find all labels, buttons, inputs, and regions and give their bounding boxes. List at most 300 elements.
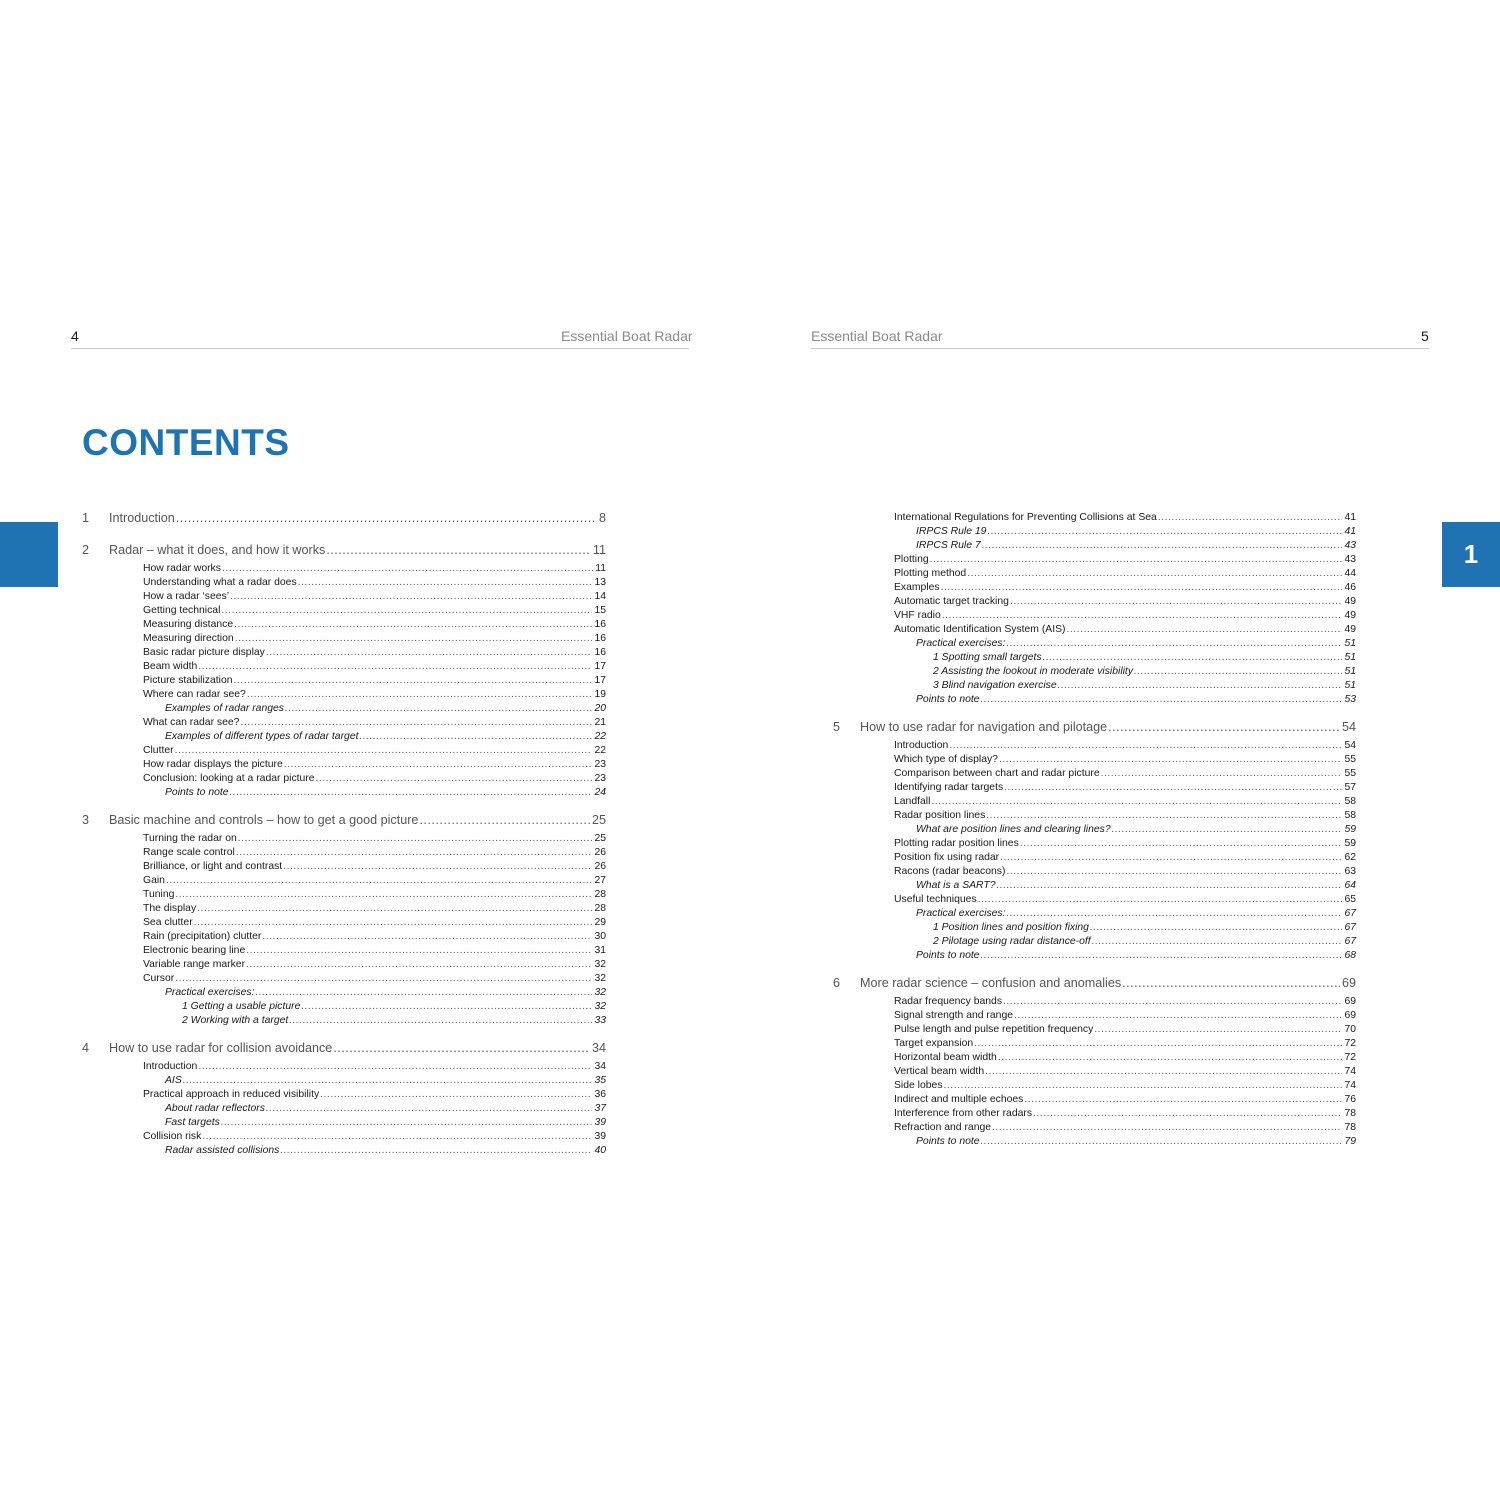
toc-entry-label: International Regulations for Preventing Collisions at Sea xyxy=(894,512,1157,523)
toc-entry xyxy=(82,758,606,772)
toc-leader-dots xyxy=(1094,1023,1342,1037)
right-toc xyxy=(833,511,1356,1149)
toc-page-number: 54 xyxy=(1344,740,1356,751)
toc-entry xyxy=(833,623,1356,637)
toc-leader-dots xyxy=(198,660,592,674)
toc-entry-label: Measuring direction xyxy=(143,633,234,644)
toc-entry-label: 2 Assisting the lookout in moderate visibility xyxy=(933,666,1134,677)
toc-entry-label: IRPCS Rule 19 xyxy=(916,526,987,537)
toc-leader-dots xyxy=(333,1036,590,1060)
toc-entry-label: Understanding what a radar does xyxy=(143,577,297,588)
toc-entry xyxy=(833,539,1356,553)
toc-entry xyxy=(833,1079,1356,1093)
toc-chapter-number: 1 xyxy=(82,511,90,525)
toc-page-number: 44 xyxy=(1344,568,1356,579)
toc-leader-dots xyxy=(1158,511,1343,525)
toc-chapter-entry xyxy=(82,808,606,832)
toc-leader-dots xyxy=(1033,1107,1342,1121)
toc-entry-label: Picture stabilization xyxy=(143,675,233,686)
toc-leader-dots xyxy=(998,1051,1343,1065)
left-header-rule xyxy=(71,348,689,349)
toc-leader-dots xyxy=(175,744,593,758)
toc-entry xyxy=(833,1093,1356,1107)
toc-leader-dots xyxy=(1067,623,1343,637)
toc-leader-dots xyxy=(183,1074,593,1088)
toc-page-number: 74 xyxy=(1344,1066,1356,1077)
toc-entry xyxy=(82,1116,606,1130)
toc-page-number: 21 xyxy=(594,717,606,728)
toc-entry-label: VHF radio xyxy=(894,610,941,621)
toc-page-number: 29 xyxy=(594,917,606,928)
toc-page-number: 51 xyxy=(1344,666,1356,677)
toc-entry-label: The display xyxy=(143,903,197,914)
toc-entry xyxy=(82,772,606,786)
toc-page-number: 67 xyxy=(1344,922,1356,933)
toc-entry xyxy=(833,879,1356,893)
toc-page-number: 31 xyxy=(594,945,606,956)
toc-page-number: 69 xyxy=(1344,1010,1356,1021)
toc-entry xyxy=(833,553,1356,567)
toc-leader-dots xyxy=(1000,851,1342,865)
toc-entry-label: Cursor xyxy=(143,973,175,984)
toc-entry-label: More radar science – confusion and anomalies xyxy=(860,976,1122,990)
toc-entry xyxy=(833,781,1356,795)
left-toc xyxy=(82,506,606,1158)
toc-page-number: 62 xyxy=(1344,852,1356,863)
toc-entry-label: Points to note xyxy=(165,787,229,798)
toc-page-number: 51 xyxy=(1344,680,1356,691)
toc-entry xyxy=(82,702,606,716)
toc-entry xyxy=(82,1074,606,1088)
toc-page-number: 65 xyxy=(1344,894,1356,905)
toc-page-number: 57 xyxy=(1344,782,1356,793)
toc-leader-dots xyxy=(1101,767,1343,781)
toc-leader-dots xyxy=(986,809,1342,823)
toc-entry-label: Pulse length and pulse repetition frequency xyxy=(894,1024,1094,1035)
toc-entry-label: Automatic Identification System (AIS) xyxy=(894,624,1066,635)
toc-page-number: 43 xyxy=(1344,554,1356,565)
toc-page-number: 41 xyxy=(1344,526,1356,537)
toc-page-number: 51 xyxy=(1344,638,1356,649)
left-running-head: Essential Boat Radar xyxy=(561,328,693,344)
toc-leader-dots xyxy=(175,888,592,902)
toc-entry-label: Measuring distance xyxy=(143,619,234,630)
toc-entry-label: Conclusion: looking at a radar picture xyxy=(143,773,315,784)
chapter-tab-number: 1 xyxy=(1463,539,1479,569)
toc-page-number: 76 xyxy=(1344,1094,1356,1105)
toc-leader-dots xyxy=(992,1121,1342,1135)
toc-entry xyxy=(833,581,1356,595)
toc-leader-dots xyxy=(997,879,1343,893)
toc-page-number: 49 xyxy=(1344,610,1356,621)
toc-entry xyxy=(82,1102,606,1116)
toc-entry xyxy=(82,874,606,888)
toc-entry xyxy=(833,679,1356,693)
toc-leader-dots xyxy=(194,916,593,930)
toc-entry-label: Gain xyxy=(143,875,165,886)
toc-page-number: 15 xyxy=(594,605,606,616)
toc-entry-label: Radar frequency bands xyxy=(894,996,1003,1007)
toc-entry-label: Comparison between chart and radar picture xyxy=(894,768,1100,779)
toc-entry-label: Vertical beam width xyxy=(894,1066,985,1077)
toc-entry xyxy=(833,935,1356,949)
toc-entry xyxy=(82,562,606,576)
toc-page-number: 55 xyxy=(1344,754,1356,765)
toc-page-number: 40 xyxy=(594,1145,606,1156)
toc-leader-dots xyxy=(166,874,592,888)
toc-leader-dots xyxy=(1007,907,1343,921)
toc-entry-label: Plotting radar position lines xyxy=(894,838,1019,849)
toc-leader-dots xyxy=(1058,679,1343,693)
toc-leader-dots xyxy=(202,1130,592,1144)
toc-page-number: 55 xyxy=(1344,768,1356,779)
toc-leader-dots xyxy=(942,609,1343,623)
toc-chapter-entry xyxy=(82,506,606,530)
toc-entry xyxy=(833,651,1356,665)
toc-entry xyxy=(833,1135,1356,1149)
toc-entry-label: About radar reflectors xyxy=(165,1103,265,1114)
toc-entry xyxy=(82,1130,606,1144)
toc-entry xyxy=(833,851,1356,865)
toc-leader-dots xyxy=(198,1060,592,1074)
toc-leader-dots xyxy=(238,832,593,846)
toc-leader-dots xyxy=(256,986,593,1000)
toc-leader-dots xyxy=(284,758,593,772)
toc-leader-dots xyxy=(320,1088,592,1102)
toc-leader-dots xyxy=(235,632,593,646)
toc-leader-dots xyxy=(1122,971,1340,995)
toc-leader-dots xyxy=(1090,921,1342,935)
toc-entry-label: Racons (radar beacons) xyxy=(894,866,1006,877)
toc-entry xyxy=(833,1037,1356,1051)
toc-entry xyxy=(833,907,1356,921)
toc-page-number: 27 xyxy=(594,875,606,886)
toc-leader-dots xyxy=(280,1144,592,1158)
toc-entry-label: Tuning xyxy=(143,889,175,900)
toc-leader-dots xyxy=(981,949,1343,963)
toc-entry-label: Signal strength and range xyxy=(894,1010,1014,1021)
toc-entry xyxy=(833,1107,1356,1121)
toc-page-number: 69 xyxy=(1344,996,1356,1007)
toc-leader-dots xyxy=(999,753,1342,767)
toc-leader-dots xyxy=(326,538,591,562)
toc-entry-label: Identifying radar targets xyxy=(894,782,1004,793)
toc-entry-label: Position fix using radar xyxy=(894,852,1000,863)
toc-entry xyxy=(833,525,1356,539)
toc-leader-dots xyxy=(974,1037,1342,1051)
toc-page-number: 49 xyxy=(1344,596,1356,607)
toc-leader-dots xyxy=(230,590,592,604)
toc-page-number: 35 xyxy=(594,1075,606,1086)
toc-entry xyxy=(82,618,606,632)
toc-leader-dots xyxy=(981,693,1343,707)
toc-entry xyxy=(833,637,1356,651)
toc-entry-label: What can radar see? xyxy=(143,717,240,728)
toc-entry-label: Fast targets xyxy=(165,1117,220,1128)
toc-entry-label: Getting technical xyxy=(143,605,221,616)
toc-leader-dots xyxy=(246,944,592,958)
toc-entry-label: Points to note xyxy=(916,694,980,705)
toc-entry xyxy=(82,604,606,618)
toc-page-number: 23 xyxy=(594,773,606,784)
toc-entry-label: Radar assisted collisions xyxy=(165,1145,280,1156)
toc-page-number: 25 xyxy=(591,813,606,827)
toc-entry-label: How to use radar for collision avoidance xyxy=(109,1041,333,1055)
toc-entry xyxy=(82,902,606,916)
toc-page-number: 20 xyxy=(594,703,606,714)
toc-page-number: 49 xyxy=(1344,624,1356,635)
toc-leader-dots xyxy=(221,604,592,618)
toc-page-number: 14 xyxy=(594,591,606,602)
toc-entry xyxy=(82,786,606,800)
toc-page-number: 67 xyxy=(1344,936,1356,947)
toc-entry xyxy=(833,995,1356,1009)
toc-chapter-entry xyxy=(82,538,606,562)
toc-leader-dots xyxy=(1108,715,1340,739)
toc-page-number: 53 xyxy=(1344,694,1356,705)
toc-leader-dots xyxy=(221,1116,593,1130)
toc-entry xyxy=(82,660,606,674)
toc-page-number: 78 xyxy=(1344,1108,1356,1119)
toc-entry-label: AIS xyxy=(165,1075,182,1086)
toc-entry-label: Variable range marker xyxy=(143,959,246,970)
toc-entry-label: Horizontal beam width xyxy=(894,1052,997,1063)
toc-page-number: 33 xyxy=(594,1015,606,1026)
toc-entry-label: What are position lines and clearing lines? xyxy=(916,824,1111,835)
toc-entry-label: Electronic bearing line xyxy=(143,945,246,956)
toc-entry-label: 1 Getting a usable picture xyxy=(182,1001,301,1012)
toc-leader-dots xyxy=(1006,865,1342,879)
toc-entry-label: Practical exercises: xyxy=(916,908,1006,919)
toc-page-number: 58 xyxy=(1344,796,1356,807)
toc-entry xyxy=(833,753,1356,767)
toc-entry xyxy=(82,744,606,758)
toc-entry-label: Automatic target tracking xyxy=(894,596,1009,607)
toc-entry-label: Examples of radar ranges xyxy=(165,703,284,714)
toc-entry xyxy=(833,865,1356,879)
toc-page-number: 67 xyxy=(1344,908,1356,919)
toc-entry-label: Turning the radar on xyxy=(143,833,237,844)
toc-leader-dots xyxy=(967,567,1342,581)
toc-entry-label: Which type of display? xyxy=(894,754,998,765)
toc-entry-label: Radar – what it does, and how it works xyxy=(109,543,326,557)
toc-leader-dots xyxy=(985,1065,1342,1079)
toc-entry-label: Examples xyxy=(894,582,940,593)
toc-page-number: 28 xyxy=(594,889,606,900)
toc-page-number: 37 xyxy=(594,1103,606,1114)
toc-chapter-number: 4 xyxy=(82,1041,90,1055)
toc-leader-dots xyxy=(987,525,1342,539)
toc-leader-dots xyxy=(978,893,1343,907)
toc-entry-label: Plotting xyxy=(894,554,929,565)
toc-entry xyxy=(833,1051,1356,1065)
toc-entry-label: 2 Pilotage using radar distance-off xyxy=(933,936,1091,947)
toc-leader-dots xyxy=(930,553,1343,567)
toc-entry-label: Basic machine and controls – how to get a good picture xyxy=(109,813,419,827)
toc-leader-dots xyxy=(949,739,1342,753)
toc-leader-dots xyxy=(175,972,592,986)
toc-leader-dots xyxy=(266,646,593,660)
toc-page-number: 36 xyxy=(594,1089,606,1100)
toc-page-number: 74 xyxy=(1344,1080,1356,1091)
left-page-number: 4 xyxy=(71,328,79,344)
toc-page-number: 32 xyxy=(594,1001,606,1012)
right-header-rule xyxy=(811,348,1429,349)
toc-leader-dots xyxy=(240,716,592,730)
toc-page-number: 17 xyxy=(594,661,606,672)
toc-entry xyxy=(82,930,606,944)
toc-leader-dots xyxy=(359,730,592,744)
toc-entry-label: 1 Position lines and position fixing xyxy=(933,922,1089,933)
toc-entry xyxy=(82,986,606,1000)
toc-chapter-number: 5 xyxy=(833,720,841,734)
toc-entry-label: Practical exercises: xyxy=(916,638,1006,649)
toc-leader-dots xyxy=(262,930,592,944)
toc-entry xyxy=(82,916,606,930)
toc-entry-label: Refraction and range xyxy=(894,1122,992,1133)
toc-page-number: 30 xyxy=(594,931,606,942)
toc-page-number: 26 xyxy=(594,861,606,872)
toc-entry xyxy=(833,511,1356,525)
toc-leader-dots xyxy=(1007,637,1343,651)
toc-page-number: 69 xyxy=(1341,976,1356,990)
toc-page-number: 72 xyxy=(1344,1052,1356,1063)
toc-entry xyxy=(833,893,1356,907)
toc-chapter-number: 3 xyxy=(82,813,90,827)
toc-entry-label: Indirect and multiple echoes xyxy=(894,1094,1024,1105)
toc-entry xyxy=(82,944,606,958)
contents-title: CONTENTS xyxy=(82,422,290,463)
toc-entry-label: Collision risk xyxy=(143,1131,202,1142)
toc-entry xyxy=(833,949,1356,963)
toc-chapter-entry xyxy=(833,971,1356,995)
toc-entry xyxy=(82,688,606,702)
toc-page-number: 68 xyxy=(1344,950,1356,961)
toc-leader-dots xyxy=(197,902,592,916)
toc-entry xyxy=(833,837,1356,851)
toc-entry-label: Introduction xyxy=(894,740,949,751)
toc-leader-dots xyxy=(266,1102,593,1116)
toc-leader-dots xyxy=(298,576,593,590)
toc-entry-label: Interference from other radars xyxy=(894,1108,1033,1119)
toc-page-number: 25 xyxy=(594,833,606,844)
toc-page-number: 59 xyxy=(1344,824,1356,835)
toc-leader-dots xyxy=(176,506,597,530)
toc-entry-label: Side lobes xyxy=(894,1080,943,1091)
toc-entry-label: Rain (precipitation) clutter xyxy=(143,931,262,942)
toc-entry-label: Practical approach in reduced visibility xyxy=(143,1089,320,1100)
toc-entry-label: Where can radar see? xyxy=(143,689,246,700)
toc-entry xyxy=(833,823,1356,837)
toc-page-number: 23 xyxy=(594,759,606,770)
toc-entry xyxy=(833,1023,1356,1037)
toc-leader-dots xyxy=(283,860,592,874)
toc-entry xyxy=(82,646,606,660)
toc-entry xyxy=(833,1121,1356,1135)
toc-page-number: 11 xyxy=(595,563,606,574)
toc-leader-dots xyxy=(1004,781,1342,795)
toc-leader-dots xyxy=(982,539,1343,553)
toc-entry xyxy=(833,921,1356,935)
toc-entry xyxy=(833,1009,1356,1023)
toc-entry-label: How to use radar for navigation and pilotage xyxy=(860,720,1108,734)
toc-entry-label: Examples of different types of radar target xyxy=(165,731,359,742)
toc-entry-label: 3 Blind navigation exercise xyxy=(933,680,1057,691)
toc-chapter-number: 2 xyxy=(82,543,90,557)
toc-page-number: 28 xyxy=(594,903,606,914)
toc-entry xyxy=(82,832,606,846)
toc-entry-label: Sea clutter xyxy=(143,917,193,928)
toc-leader-dots xyxy=(289,1014,592,1028)
toc-page-number: 16 xyxy=(594,633,606,644)
toc-leader-dots xyxy=(931,795,1342,809)
toc-page-number: 13 xyxy=(594,577,606,588)
toc-leader-dots xyxy=(1043,651,1343,665)
toc-entry-label: Practical exercises: xyxy=(165,987,255,998)
toc-page-number: 46 xyxy=(1344,582,1356,593)
toc-entry-label: Clutter xyxy=(143,745,174,756)
toc-page-number: 70 xyxy=(1344,1024,1356,1035)
toc-page-number: 63 xyxy=(1344,866,1356,877)
toc-entry xyxy=(833,567,1356,581)
toc-leader-dots xyxy=(234,618,592,632)
toc-entry xyxy=(833,767,1356,781)
toc-page-number: 16 xyxy=(594,619,606,630)
toc-leader-dots xyxy=(234,674,593,688)
toc-leader-dots xyxy=(1010,595,1343,609)
toc-entry xyxy=(82,632,606,646)
toc-page-number: 17 xyxy=(594,675,606,686)
left-chapter-tab xyxy=(0,522,58,587)
toc-entry-label: How radar displays the picture xyxy=(143,759,283,770)
toc-leader-dots xyxy=(247,688,593,702)
toc-entry-label: Landfall xyxy=(894,796,931,807)
toc-page-number: 59 xyxy=(1344,838,1356,849)
toc-page-number: 39 xyxy=(594,1117,606,1128)
toc-entry xyxy=(833,795,1356,809)
toc-leader-dots xyxy=(1092,935,1343,949)
toc-leader-dots xyxy=(285,702,592,716)
toc-chapter-entry xyxy=(82,1036,606,1060)
toc-leader-dots xyxy=(1003,995,1342,1009)
toc-leader-dots xyxy=(981,1135,1343,1149)
toc-leader-dots xyxy=(1112,823,1343,837)
toc-leader-dots xyxy=(419,808,590,832)
toc-page-number: 34 xyxy=(591,1041,606,1055)
toc-entry xyxy=(833,609,1356,623)
toc-entry-label: Beam width xyxy=(143,661,198,672)
toc-entry xyxy=(82,716,606,730)
toc-page-number: 78 xyxy=(1344,1122,1356,1133)
toc-entry xyxy=(82,860,606,874)
toc-entry xyxy=(82,1014,606,1028)
toc-entry xyxy=(82,888,606,902)
toc-entry xyxy=(82,730,606,744)
toc-page-number: 22 xyxy=(594,731,606,742)
toc-entry xyxy=(833,739,1356,753)
toc-chapter-number: 6 xyxy=(833,976,841,990)
toc-page-number: 41 xyxy=(1344,512,1356,523)
toc-entry xyxy=(82,674,606,688)
toc-leader-dots xyxy=(1024,1093,1342,1107)
toc-page-number: 11 xyxy=(592,543,606,557)
toc-entry xyxy=(833,809,1356,823)
toc-page-number: 24 xyxy=(594,787,606,798)
toc-entry xyxy=(82,958,606,972)
toc-page-number: 32 xyxy=(594,987,606,998)
toc-entry-label: Introduction xyxy=(109,511,175,525)
toc-entry xyxy=(82,846,606,860)
